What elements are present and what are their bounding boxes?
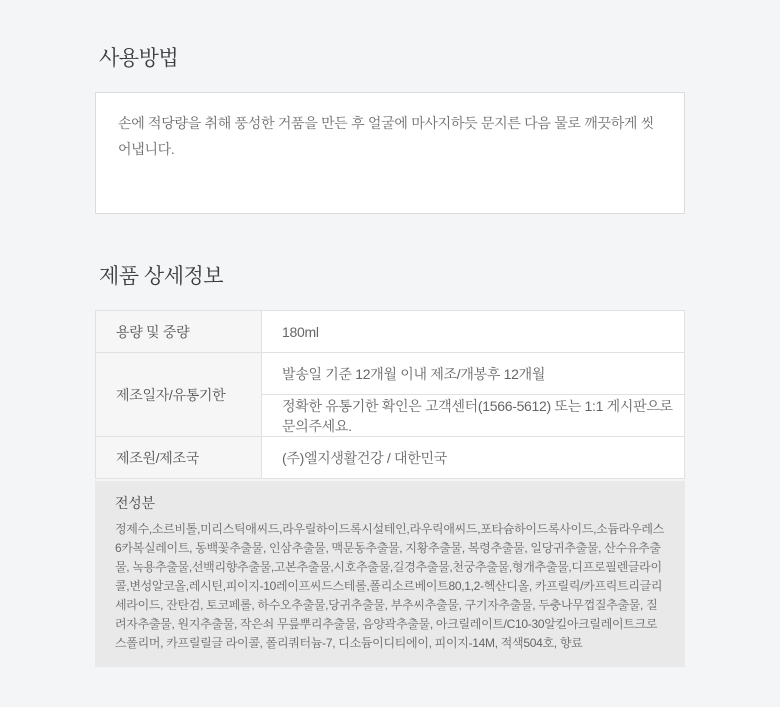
row-label-capacity: 용량 및 중량 [96, 311, 262, 353]
row-value-expiry-notice: 정확한 유통기한 확인은 고객센터(1566-5612) 또는 1:1 게시판으로 문의주세요. [262, 395, 685, 437]
table-row [96, 353, 685, 395]
row-label-manufacturer: 제조원/제조국 [96, 437, 262, 479]
row-value-capacity: 180ml [262, 311, 685, 353]
usage-section-title: 사용방법 [99, 47, 179, 70]
ingredients-title: 전성분 [115, 495, 155, 511]
row-label-manufacture-date: 제조일자/유통기한 [96, 353, 262, 437]
row-value-manufacturer: (주)엘지생활건강 / 대한민국 [262, 437, 685, 479]
usage-instructions-box [95, 92, 685, 214]
ingredients-section [95, 481, 685, 667]
product-detail-table [95, 310, 685, 479]
table-row [96, 311, 685, 353]
usage-instructions-text: 손에 적당량을 취해 풍성한 거품을 만든 후 얼굴에 마사지하듯 문지른 다음 물로 깨끗하게 씻어냅니다. [118, 115, 654, 157]
table-row [96, 437, 685, 479]
ingredients-text: 정제수,소르비톨,미리스틱애씨드,라우릴하이드록시설테인,라우릭애씨드,포타슘하이드록사이드,소듐라우레스6카복실레이트, 동백꽃추출물, 인삼추출물, 맥문동추출물, 지황추출물, 복령추출물, 일당귀추출물, 산수유추출물, 녹용추출물,선백리향추출물,고본추출물,시호추출물,길경추출물,천궁추출물,형개추출물,디프로필렌글라이콜,변성알코올,레시틴,피이지-10레이프씨드스테롤,폴리소르베이트80,1,2-헥산디올, 카프릴릭/카프릭트리글리세라이드, 잔탄검, 토코페롤, 하수오추출물,당귀추출물, 부추씨추출물, 구기자추출물, 두충나무껍질추출물, 질려자추출물, 원지추출물, 작은쇠 무릎뿌리추출물, 음양곽추출물, 아크릴레이트/C10-30알킬아크릴레이트크로스폴리머, 카프릴릴글 라이콜, 폴리쿼터늄-7, 디소듐이디티에이, 피이지-14M, 적색504호, 향료 [115, 522, 664, 650]
detail-section-title: 제품 상세정보 [99, 265, 224, 288]
row-value-manufacture-date: 발송일 기준 12개월 이내 제조/개봉후 12개월 [262, 353, 685, 395]
